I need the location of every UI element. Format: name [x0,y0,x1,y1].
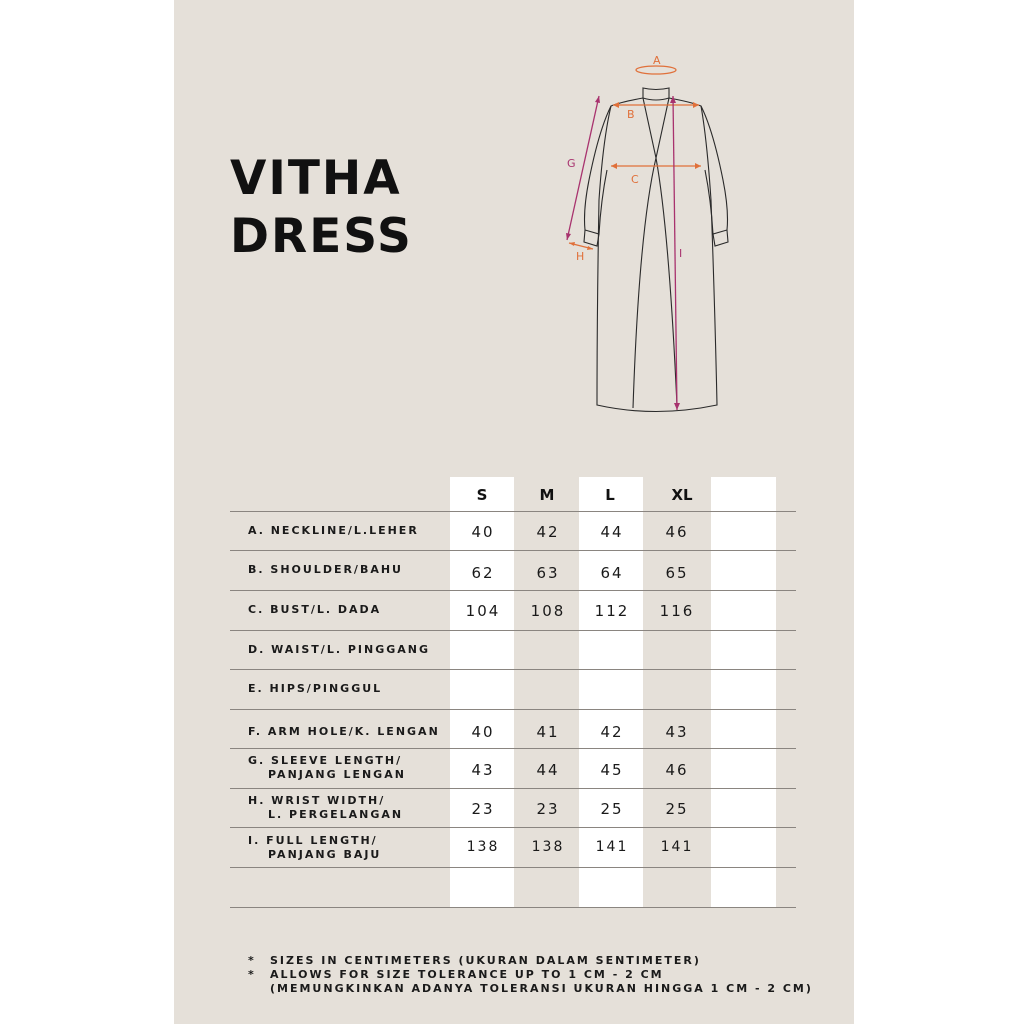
cell-value: 44 [536,761,560,779]
cell-value: 23 [471,800,495,818]
label-i: I [679,247,683,260]
row-label-neckline: A. NECKLINE/L.LEHER [248,524,419,537]
cell-value: 43 [471,761,495,779]
note-line-3: (MEMUNGKINKAN ADANYA TOLERANSI UKURAN HINGGA 1 CM - 2 CM) [270,982,813,995]
cell-value: 25 [665,800,689,818]
row-label-arm-hole: F. ARM HOLE/K. LENGAN [248,725,440,738]
dress-measurement-diagram [555,50,755,420]
row-label-sleeve-length: G. SLEEVE LENGTH/ PANJANG LENGAN [248,754,406,781]
note-line-1: SIZES IN CENTIMETERS (UKURAN DALAM SENTIMETER) [270,954,701,967]
measure-b-shoulder [613,102,699,121]
cell-value: 141 [595,839,629,855]
cell-value: 44 [600,523,624,541]
cell-value: 42 [600,723,624,741]
measure-h-wrist [569,242,593,263]
cell-value: 116 [659,602,695,620]
cell-value: 141 [660,839,694,855]
size-notes [248,954,813,996]
cell-value: 63 [536,564,560,582]
table-divider [230,630,796,631]
table-divider [230,511,796,512]
label-g: G [567,157,576,170]
cell-value: 46 [665,761,689,779]
product-title [230,150,413,266]
note-line-2: ALLOWS FOR SIZE TOLERANCE UP TO 1 CM - 2 CM [270,968,664,981]
table-divider [230,788,796,789]
size-column-bg-extra [711,477,776,907]
cell-value: 25 [600,800,624,818]
measure-g-sleeve [566,96,600,240]
label-h: H [576,250,585,263]
row-label-full-length: I. FULL LENGTH/ PANJANG BAJU [248,834,382,861]
cell-value: 45 [600,761,624,779]
measure-i-length [670,96,682,410]
cell-value: 46 [665,523,689,541]
size-header-s: S [476,486,488,504]
row-label-waist: D. WAIST/L. PINGGANG [248,643,431,656]
note-bullet: * [248,968,256,981]
table-divider [230,550,796,551]
table-divider [230,709,796,710]
cell-value: 138 [531,839,565,855]
size-header-m: M [539,486,555,504]
row-label-wrist-width: H. WRIST WIDTH/ L. PERGELANGAN [248,794,404,821]
cell-value: 104 [465,602,501,620]
table-divider [230,748,796,749]
cell-value: 64 [600,564,624,582]
cell-value: 112 [594,602,630,620]
dress-outline [584,88,728,412]
measure-c-bust [611,163,701,186]
size-header-xl: XL [671,486,693,504]
row-label-bust: C. BUST/L. DADA [248,603,382,616]
measure-a-neckline [636,54,676,74]
note-bullet: * [248,954,256,967]
table-divider [230,590,796,591]
title-line-1: VITHA [230,151,402,206]
table-divider [230,669,796,670]
cell-value: 108 [530,602,566,620]
cell-value: 42 [536,523,560,541]
cell-value: 40 [471,523,495,541]
cell-value: 65 [665,564,689,582]
size-header-l: L [605,486,615,504]
table-divider [230,867,796,868]
cell-value: 40 [471,723,495,741]
cell-value: 23 [536,800,560,818]
cell-value: 62 [471,564,495,582]
cell-value: 43 [665,723,689,741]
label-b: B [627,108,635,121]
cell-value: 41 [536,723,560,741]
label-a: A [653,54,661,67]
table-divider [230,907,796,908]
title-line-2: DRESS [230,209,413,264]
table-divider [230,827,796,828]
label-c: C [631,173,639,186]
row-label-shoulder: B. SHOULDER/BAHU [248,563,403,576]
row-label-hips: E. HIPS/PINGGUL [248,682,383,695]
cell-value: 138 [466,839,500,855]
